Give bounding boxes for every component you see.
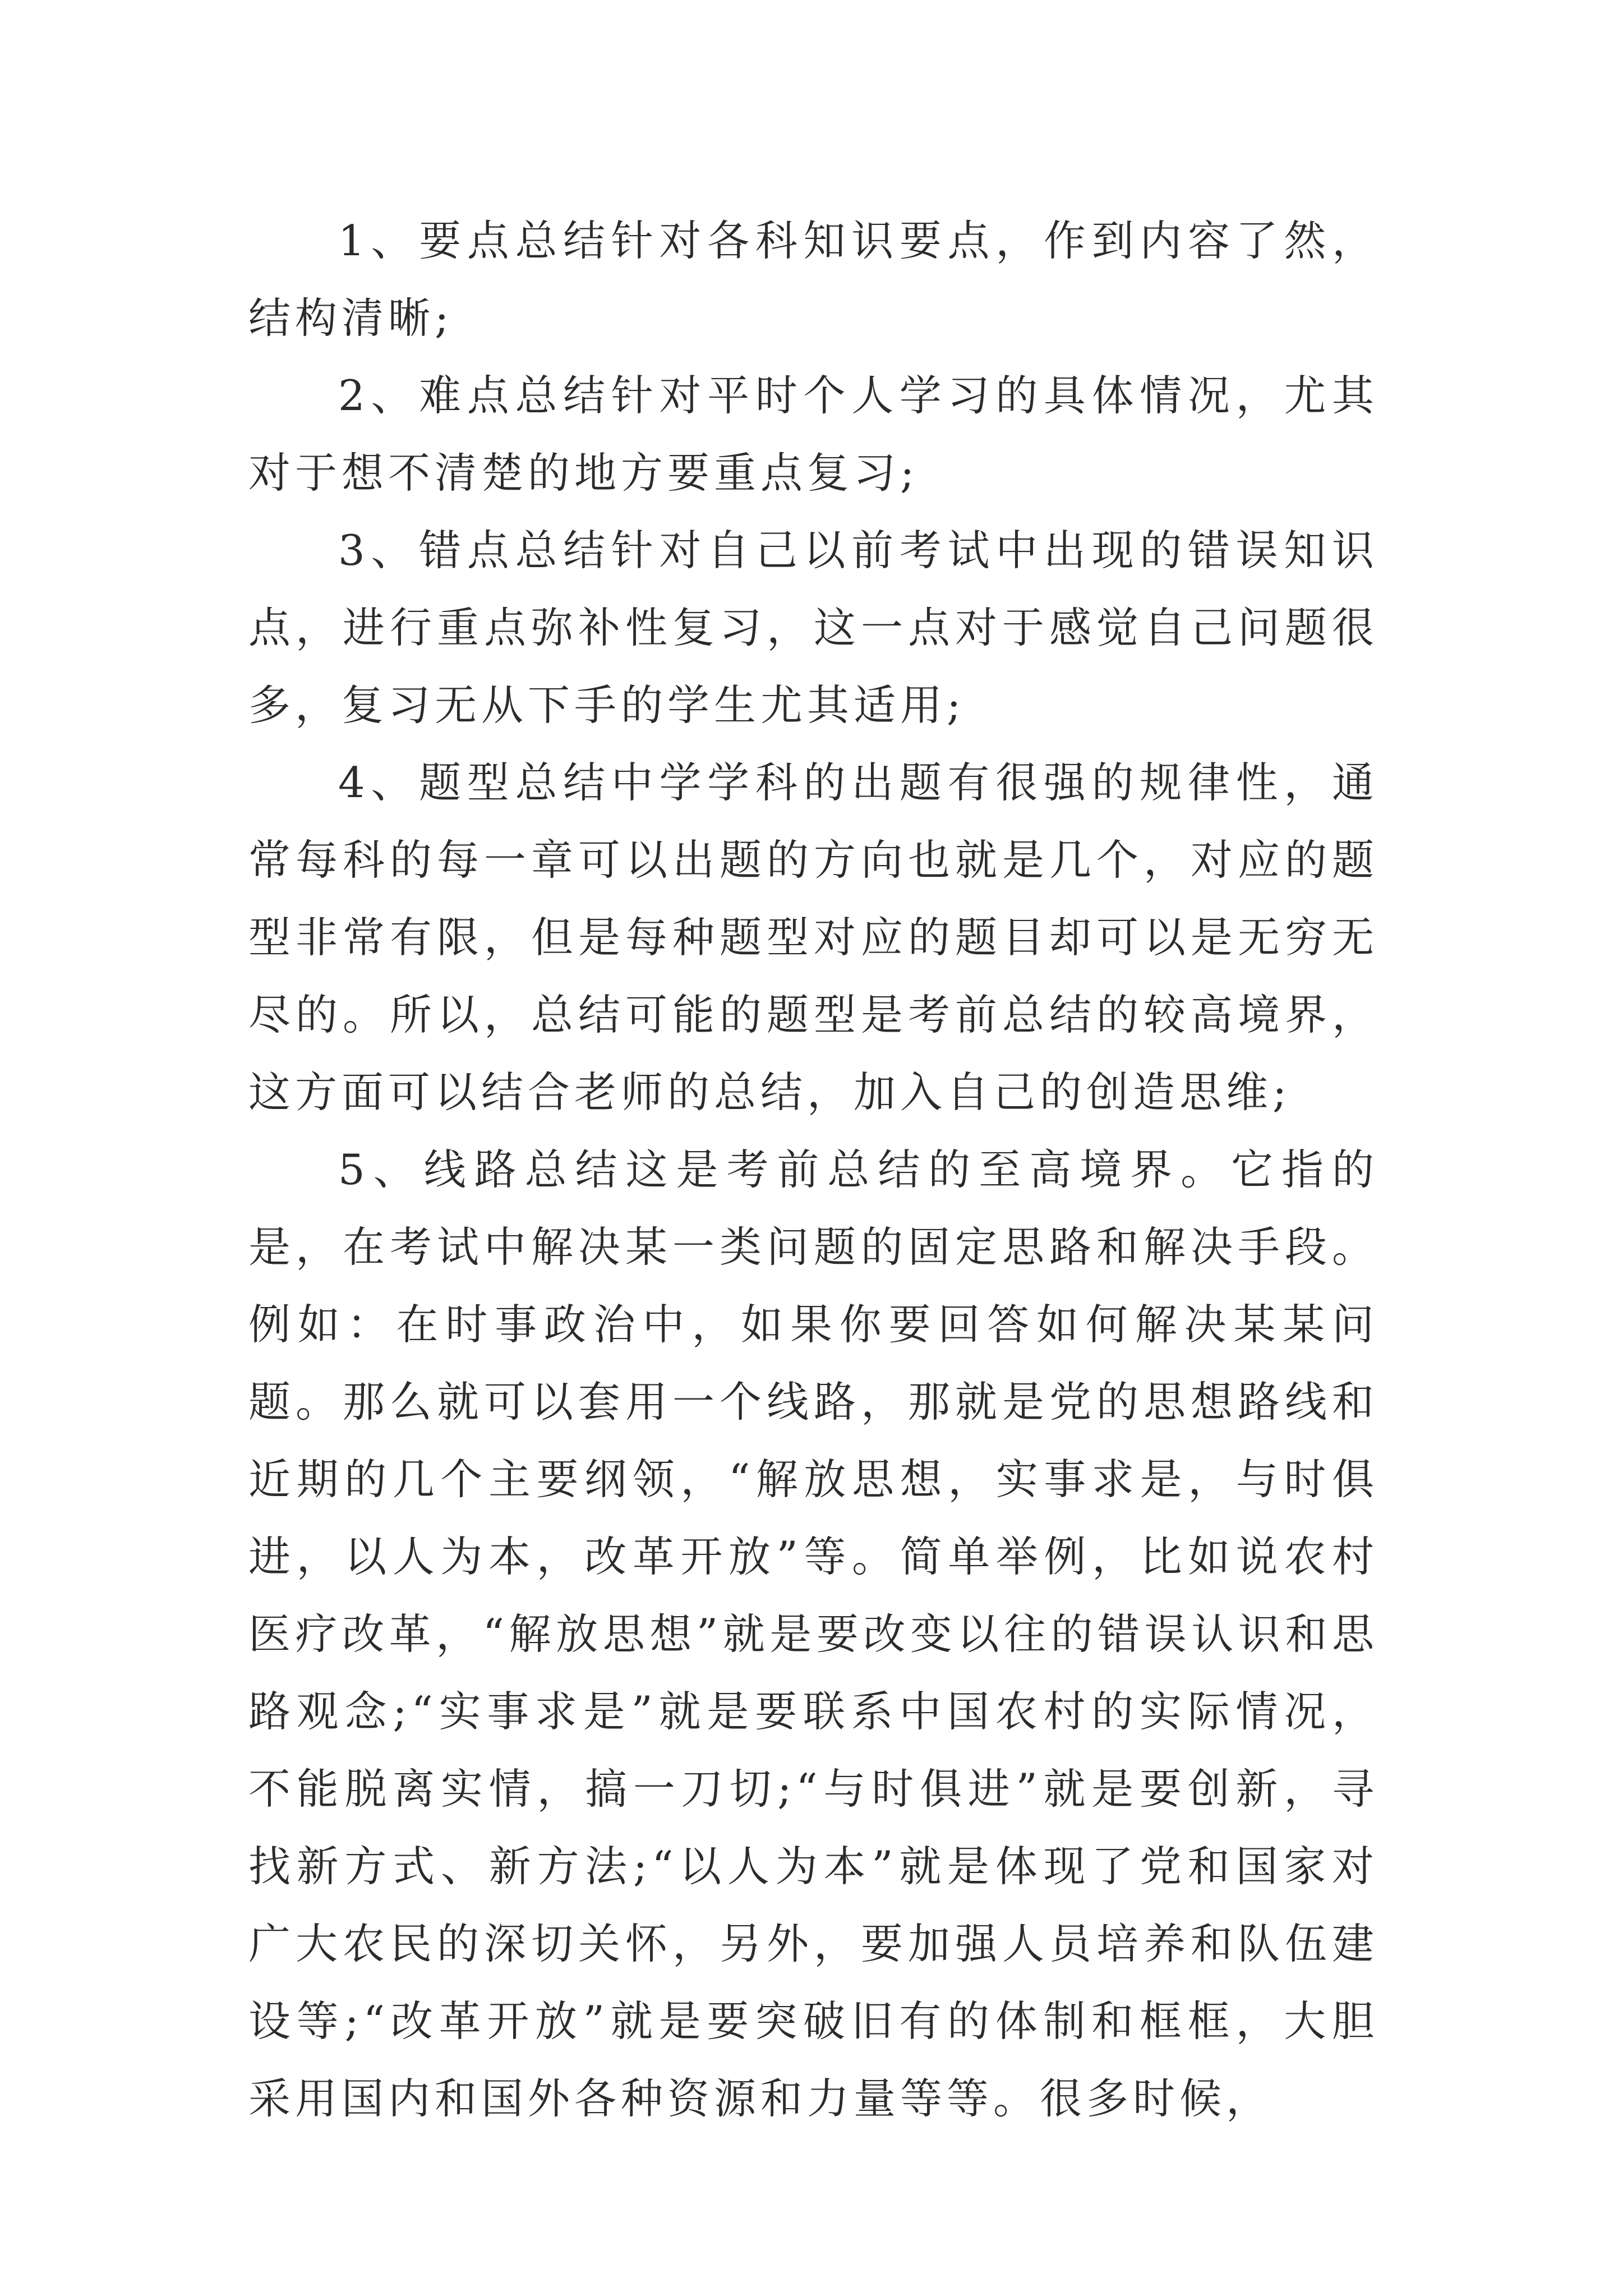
paragraph-difficult-points: 2、难点总结针对平时个人学习的具体情况，尤其对于想不清楚的地方要重点复习; — [248, 371, 1378, 498]
paragraph-error-points: 3、错点总结针对自己以前考试中出现的错误知识点，进行重点弥补性复习，这一点对于感觉自己问题很多，复习无从下手的学生尤其适用; — [248, 526, 1378, 730]
document-body — [248, 202, 1378, 2137]
paragraph-solution-routes: 5、线路总结这是考前总结的至高境界。它指的是，在考试中解决某一类问题的固定思路和解决手段。例如：在时事政治中，如果你要回答如何解决某某问题。那么就可以套用一个线路，那就是党的思想路线和近期的几个主要纲领，“解放思想，实事求是，与时俱进，以人为本，改革开放”等。简单举例，比如说农村医疗改革，“解放思想”就是要改变以往的错误认识和思路观念;“实事求是”就是要联系中国农村的实际情况，不能脱离实情，搞一刀切;“与时俱进”就是要创新，寻找新方式、新方法;“以人为本”就是体现了党和国家对广大农民的深切关怀，另外，要加强人员培养和队伍建设等;“改革开放”就是要突破旧有的体制和框框，大胆采用国内和国外各种资源和力量等等。很多时候， — [248, 1145, 1378, 2123]
paragraph-key-points: 1、要点总结针对各科知识要点，作到内容了然，结构清晰; — [248, 216, 1378, 343]
paragraph-question-types: 4、题型总结中学学科的出题有很强的规律性，通常每科的每一章可以出题的方向也就是几个，对应的题型非常有限，但是每种题型对应的题目却可以是无穷无尽的。所以，总结可能的题型是考前总结的较高境界，这方面可以结合老师的总结，加入自己的创造思维; — [248, 758, 1378, 1117]
